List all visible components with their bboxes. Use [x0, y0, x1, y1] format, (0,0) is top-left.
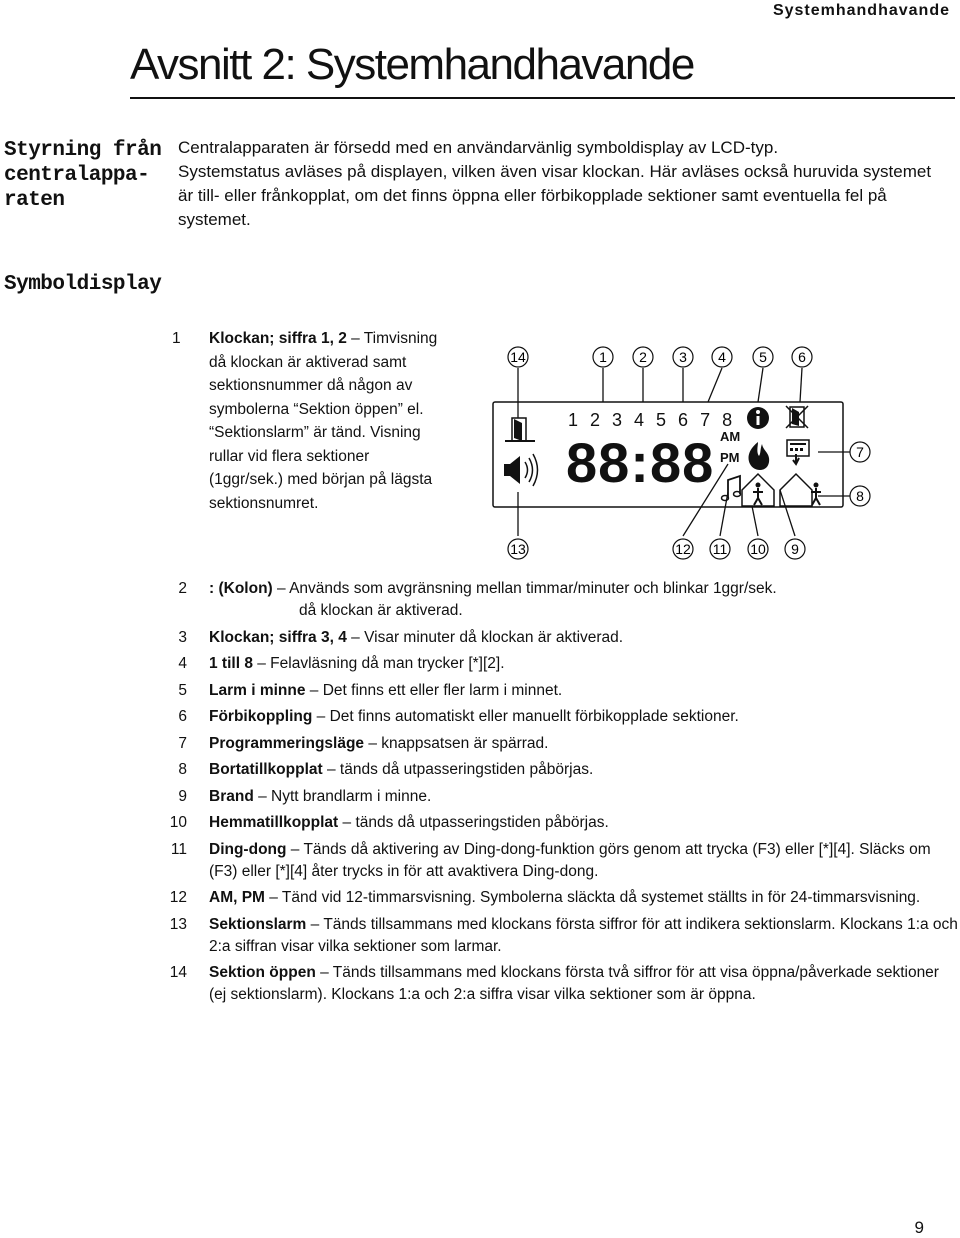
lcd-display-diagram — [490, 340, 890, 570]
list-item — [165, 578, 960, 622]
item-number: 8 — [178, 761, 187, 778]
callout-8 — [850, 486, 870, 506]
callout-label: 4 — [718, 349, 726, 365]
callout-label: 10 — [750, 541, 766, 557]
item-number: 5 — [178, 681, 187, 699]
item-text: – Det finns ett eller fler larm i minnet. — [309, 681, 563, 699]
callout-9 — [785, 539, 805, 559]
item-term: Hemmatillkopplat — [209, 814, 339, 831]
list-item — [165, 653, 960, 675]
callout-14 — [508, 347, 528, 367]
section-heading-symboldisplay: Symboldisplay — [4, 273, 162, 296]
heading-line: centralappa- — [4, 164, 150, 187]
item-text: – Det finns automatiskt eller manuellt förbikopplade sektioner. — [316, 708, 739, 725]
section-heading-styrning — [4, 138, 161, 213]
callout-4 — [712, 347, 732, 367]
list-item — [165, 914, 960, 958]
item-text: – Tänds då aktivering av Ding-dong-funktion görs genom att trycka (F3) eller [*][4]. Släcks om (F3) eller [*][4] åter trycks in för att avaktivera Ding-dong. — [209, 840, 931, 880]
item-term: 1 till 8 — [209, 655, 253, 672]
item-term: Brand — [209, 787, 254, 805]
callouts-right — [850, 442, 870, 506]
callout-label: 1 — [599, 349, 607, 365]
section-digits: 1 2 3 4 5 6 7 8 — [568, 410, 736, 430]
list-item — [165, 627, 960, 649]
item-number: 3 — [178, 628, 187, 646]
music-note-icon — [722, 476, 741, 501]
list-item — [165, 962, 960, 1006]
item-term: AM, PM — [209, 889, 265, 906]
callout-10 — [748, 539, 768, 559]
item-text: – tänds då utpasseringstiden påbörjas. — [326, 761, 594, 778]
callout-label: 13 — [510, 541, 526, 557]
running-header: Systemhandhavande — [772, 2, 950, 19]
info-icon — [747, 407, 769, 429]
callout-label: 14 — [510, 349, 526, 365]
callout-7 — [850, 442, 870, 462]
item-number: 13 — [169, 915, 187, 933]
speaker-icon — [504, 454, 538, 486]
item-text: – Tänds tillsammans med klockans första två siffror för att visa öppna/påverkade sektioner (ej sektionslarm). Klockans 1:a och 2:a siffra visar vilka sektioner som är öppna. — [209, 964, 939, 1003]
bypass-icon — [786, 406, 808, 428]
item-text: – knappsatsen är spärrad. — [368, 734, 549, 752]
item-number: 2 — [178, 580, 187, 597]
item-number: 11 — [170, 840, 187, 858]
title-rule — [130, 97, 955, 99]
callouts-bottom — [508, 539, 805, 559]
keypad-icon — [787, 440, 809, 464]
item-term: Bortatillkopplat — [209, 761, 323, 778]
item-term: : (Kolon) — [209, 580, 273, 597]
intro-paragraph-2: Systemstatus avläses på displayen, vilken även visar klockan. Här avläses också huruvida systemet är till- eller frånkopplat, om det finns öppna eller förbikopplade sektioner samt eventuella fel på systemet. — [178, 162, 932, 229]
callout-label: 11 — [712, 541, 728, 557]
callout-6 — [792, 347, 812, 367]
legend-list — [165, 578, 960, 1011]
list-item — [165, 812, 960, 834]
item-number: 12 — [169, 889, 187, 906]
item-number: 10 — [169, 814, 187, 831]
intro-paragraph-1: Centralapparaten är försedd med en användarvänlig symboldisplay av LCD-typ. — [178, 138, 779, 157]
pm-label: PM — [720, 450, 740, 465]
callout-2 — [633, 347, 653, 367]
callout-13 — [508, 539, 528, 559]
item-text: – tänds då utpasseringstiden påbörjas. — [342, 814, 609, 831]
item-term: Förbikoppling — [209, 708, 313, 725]
item-1 — [172, 327, 442, 515]
item-term: Sektionslarm — [209, 915, 307, 933]
list-item — [165, 733, 960, 755]
list-item — [165, 839, 960, 883]
item-description: – Timvisning då klockan är aktiverad samt sektionsnummer då någon av symbolerna “Sektion öppen” el. “Sektionslarm” är tänd. Visning rullar vid flera sektioner (1ggr/sek.) med början på lägsta sektionsnumret. — [209, 330, 438, 512]
callout-11 — [710, 539, 730, 559]
intro-text — [178, 136, 948, 232]
heading-line: Styrning från — [4, 139, 162, 162]
callout-5 — [753, 347, 773, 367]
list-item — [165, 887, 960, 909]
item-text: – Visar minuter då klockan är aktiverad. — [351, 628, 624, 646]
callouts-top — [508, 347, 812, 367]
callout-label: 5 — [759, 349, 767, 365]
home-person-icon — [742, 474, 774, 506]
item-term: Programmeringsläge — [209, 734, 365, 752]
callout-label: 6 — [798, 349, 806, 365]
item-number: 9 — [178, 787, 187, 805]
item-number: 1 — [172, 330, 181, 347]
door-icon — [505, 418, 535, 441]
item-number: 6 — [178, 708, 187, 725]
am-label: AM — [720, 429, 741, 444]
item-term: Sektion öppen — [209, 964, 316, 981]
page-title: Avsnitt 2: Systemhandhavande — [130, 40, 694, 89]
clock-digits: 88:88 — [566, 431, 715, 494]
item-term: Ding-dong — [209, 840, 287, 858]
item-text: – Tänd vid 12-timmarsvisning. Symbolerna släckta då systemet ställts in för 24-timmarsvisning. — [269, 889, 921, 906]
list-item — [165, 706, 960, 728]
item-text: – Nytt brandlarm i minne. — [258, 787, 432, 805]
item-term: Larm i minne — [209, 681, 306, 699]
item-number: 4 — [178, 655, 187, 672]
fire-icon — [749, 442, 770, 470]
callout-label: 7 — [856, 444, 864, 460]
heading-line: raten — [4, 189, 65, 212]
callout-label: 2 — [639, 349, 647, 365]
callout-12 — [673, 539, 693, 559]
item-text: – Felavläsning då man trycker [*][2]. — [257, 655, 505, 672]
list-item — [165, 759, 960, 781]
callout-3 — [673, 347, 693, 367]
item-number: 7 — [178, 734, 187, 752]
list-item — [165, 680, 960, 702]
item-term: Klockan; siffra 1, 2 — [209, 330, 347, 347]
item-text-continued: då klockan är aktiverad. — [299, 602, 463, 619]
callout-label: 9 — [791, 541, 799, 557]
callout-1 — [593, 347, 613, 367]
callout-label: 3 — [679, 349, 687, 365]
callout-label: 8 — [856, 488, 864, 504]
item-text: – Används som avgränsning mellan timmar/minuter och blinkar 1ggr/sek. — [277, 580, 777, 597]
callout-label: 12 — [675, 541, 691, 557]
list-item — [165, 786, 960, 808]
item-term: Klockan; siffra 3, 4 — [209, 628, 347, 646]
item-number: 14 — [169, 964, 187, 981]
away-person-icon — [780, 474, 821, 506]
page-number: 9 — [914, 1218, 924, 1237]
item-text: – Tänds tillsammans med klockans första siffror för att indikera sektionslarm. Klockans 1:a och 2:a siffran visar vilka sektioner som larmar. — [209, 915, 958, 955]
